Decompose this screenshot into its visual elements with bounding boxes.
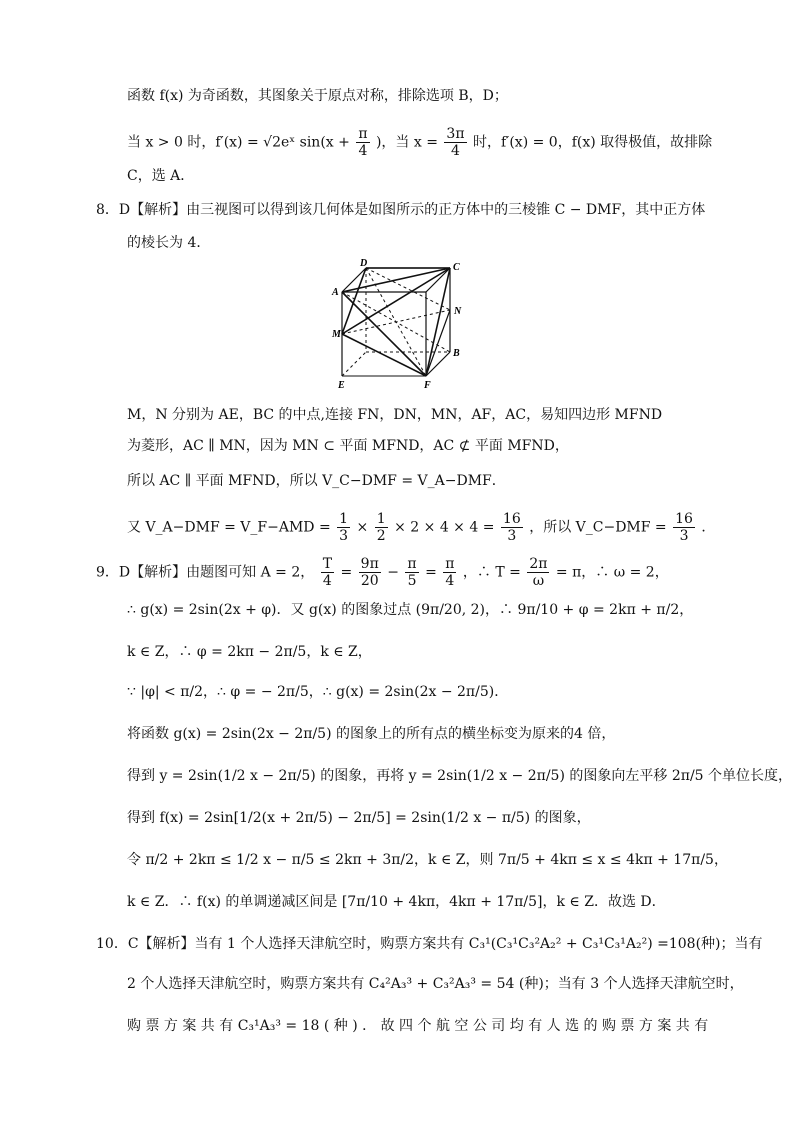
- text-line: C，选 A．: [127, 168, 195, 184]
- fraction: $\frac{\pi}{5}$: [407, 556, 417, 589]
- text-line: 当 x > 0 时，f′(x) = √2eˣ sin(x + $\frac{\pi}{4}$ )，当 x = $\frac{3\pi}{4}$ 时，f′(x) = 0，f(x) 取得极值，故排除: [127, 126, 713, 159]
- text-line: 8．D【解析】由三视图可以得到该几何体是如图所示的正方体中的三棱锥 C − DMF，其中正方体: [96, 202, 706, 218]
- text-line: 的棱长为 4．: [127, 235, 211, 251]
- text-line: 购 票 方 案 共 有 C₃¹A₃³ = 18 ( 种 ) ． 故 四 个 航 空 公 司 均 有 人 选 的 购 票 方 案 共 有: [127, 1018, 709, 1034]
- text-line: 将函数 g(x) = 2sin(2x − 2π/5) 的图象上的所有点的横坐标变为原来的4 倍，: [127, 726, 616, 742]
- label-d: D: [360, 258, 368, 269]
- text-line: k ∈ Z，∴ φ = 2kπ − 2π/5，k ∈ Z，: [127, 644, 372, 660]
- cube-diagram: [330, 258, 468, 392]
- label-a: A: [332, 287, 339, 298]
- text-line: 又 V_A−DMF = V_F−AMD = $\frac{1}{3}$ × $\frac{1}{2}$ × 2 × 4 × 4 = $\frac{16}{3}$ ，所以 V_C−DMF = $\frac{16}{3}$ ．: [127, 511, 716, 544]
- label-m: M: [332, 329, 341, 340]
- text-line: 得到 y = 2sin(1/2 x − 2π/5) 的图象，再将 y = 2sin(1/2 x − 2π/5) 的图象向左平移 2π/5 个单位长度，: [127, 768, 793, 784]
- text-line: 9．D【解析】由题图可知 A = 2， $\frac{T}{4}$ = $\frac{9\pi}{20}$ − $\frac{\pi}{5}$ = $\frac{\pi}{4}$ ，∴ T = $\frac{2\pi}{\omega}$ = π，∴ ω = 2，: [96, 556, 669, 589]
- fraction: $\frac{1}{3}$: [339, 511, 349, 544]
- text-line: 为菱形，AC ∥ MN，因为 MN ⊂ 平面 MFND，AC ⊄ 平面 MFND，: [127, 438, 569, 454]
- label-e: E: [338, 380, 345, 391]
- fraction: $\frac{16}{3}$: [502, 511, 521, 544]
- text-line: M，N 分别为 AE，BC 的中点,连接 FN，DN，MN，AF，AC，易知四边形 MFND: [127, 407, 663, 423]
- fraction: $\frac{2\pi}{\omega}$: [529, 556, 548, 589]
- label-c: C: [453, 262, 460, 273]
- text-line: 2 个人选择天津航空时，购票方案共有 C₄²A₃³ + C₃²A₃³ = 54 (种)；当有 3 个人选择天津航空时，: [127, 976, 744, 992]
- label-b: B: [453, 348, 460, 359]
- fraction: $\frac{\pi}{4}$: [358, 126, 368, 159]
- text-line: ∴ g(x) = 2sin(2x + φ)．又 g(x) 的图象过点 (9π/20, 2)，∴ 9π/10 + φ = 2kπ + π/2，: [127, 602, 694, 618]
- text-line: ∵ |φ| < π/2，∴ φ = − 2π/5，∴ g(x) = 2sin(2x − 2π/5)．: [127, 684, 509, 700]
- label-n: N: [454, 306, 462, 317]
- fraction: $\frac{9\pi}{20}$: [360, 556, 379, 589]
- fraction: $\frac{16}{3}$: [675, 511, 693, 544]
- text-line: 所以 AC ∥ 平面 MFND，所以 V_C−DMF = V_A−DMF．: [127, 473, 506, 489]
- text-line: 10．C【解析】当有 1 个人选择天津航空时，购票方案共有 C₃¹(C₃¹C₃²A₂² + C₃¹C₃¹A₂²) =108(种)；当有: [96, 936, 763, 952]
- text-line: 令 π/2 + 2kπ ≤ 1/2 x − π/5 ≤ 2kπ + 3π/2，k ∈ Z，则 7π/5 + 4kπ ≤ x ≤ 4kπ + 17π/5，: [127, 852, 728, 868]
- text-line: 函数 f(x) 为奇函数，其图象关于原点对称，排除选项 B，D；: [127, 88, 508, 104]
- fraction: $\frac{1}{2}$: [376, 511, 386, 544]
- text-line: 得到 f(x) = 2sin[1/2(x + 2π/5) − 2π/5] = 2sin(1/2 x − π/5) 的图象，: [127, 810, 591, 826]
- fraction: $\frac{3\pi}{4}$: [446, 126, 465, 159]
- fraction: $\frac{T}{4}$: [322, 556, 333, 589]
- text-line: k ∈ Z．∴ f(x) 的单调递减区间是 [7π/10 + 4kπ，4kπ + 17π/5]，k ∈ Z．故选 D．: [127, 894, 666, 910]
- label-f: F: [424, 380, 431, 391]
- fraction: $\frac{\pi}{4}$: [445, 556, 455, 589]
